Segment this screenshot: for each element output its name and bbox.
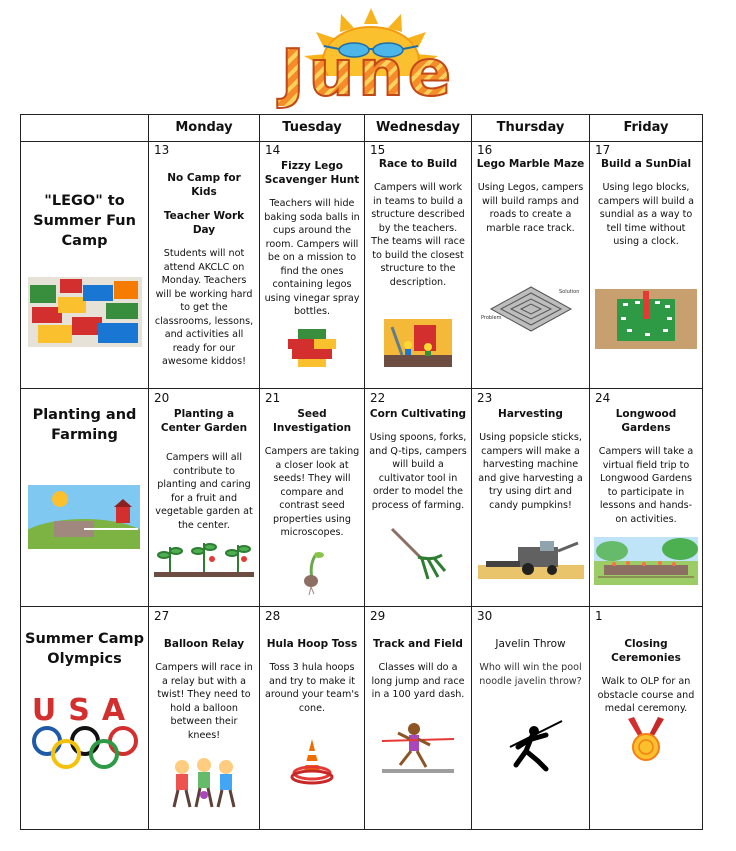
day-number: 24 — [595, 391, 611, 405]
event-description: Using popsicle sticks, campers will make a harvesting machine and give harvesting a try using dirt and candy pumpkins! — [478, 432, 583, 511]
day-number: 14 — [265, 143, 281, 157]
runner-image-wrap — [365, 719, 471, 775]
day-cell-13 — [148, 141, 259, 388]
weekday-header-thursday: Thursday — [471, 115, 589, 141]
weekday-header-monday: Monday — [148, 115, 259, 141]
combine-harvester-icon — [478, 539, 584, 579]
day-cell-21 — [259, 389, 364, 606]
day-number: 17 — [595, 143, 611, 157]
weekday-header-tuesday: Tuesday — [259, 115, 364, 141]
maze-image-wrap — [472, 279, 589, 339]
lego-stack-image-wrap — [260, 327, 364, 367]
hoop-cone-image-wrap — [260, 737, 364, 785]
day-number: 16 — [477, 143, 493, 157]
day-number: 29 — [370, 609, 386, 623]
day-number: 1 — [595, 609, 603, 623]
event-description: Using spoons, forks, and Q-tips, campers will build a cultivator tool in order to model the process of farming. — [369, 432, 467, 511]
lego-bricks-image — [28, 277, 142, 347]
event-description: Campers will take a virtual field trip to Longwood Gardens to participate in lessons and hands-on activities. — [598, 446, 694, 525]
week-theme-title: "LEGO" to Summer Fun Camp — [33, 193, 136, 249]
day-cell-23 — [471, 389, 589, 606]
event-title: Balloon Relay — [163, 638, 245, 650]
event-title: Longwood Gardens — [615, 408, 677, 434]
medal-image-wrap — [590, 717, 702, 763]
event-description: Students will not attend AKCLC on Monday. Teachers will be working hard to get the classrooms, lessons, and activities all ready for our awesome kiddos! — [154, 248, 254, 367]
cultivator-image-wrap — [365, 525, 471, 585]
day-cell-29 — [364, 607, 471, 829]
runner-finish-line-icon — [382, 719, 454, 775]
event-description: Using lego blocks, campers will build a sundial as a way to tell time without using a clock. — [598, 182, 694, 247]
olympic-rings-icon — [29, 725, 141, 769]
day-cell-30 — [471, 607, 589, 829]
week-row-3 — [21, 607, 702, 829]
event-title: Seed Investigation — [272, 408, 352, 434]
day-cell-28 — [259, 607, 364, 829]
event-title: Race to Build — [378, 158, 458, 170]
lego-build-image-wrap — [365, 319, 471, 367]
week-theme-cell — [21, 389, 148, 606]
seedlings-image-wrap — [149, 537, 259, 577]
cultivator-rake-icon — [388, 525, 448, 585]
javelin-image-wrap — [472, 717, 589, 773]
lego-stack-icon — [284, 327, 340, 367]
event-title: Closing Ceremonies — [611, 638, 681, 664]
lego-sundial-image — [595, 289, 697, 349]
sundial-image-wrap — [590, 289, 702, 349]
event-description: Campers will work in teams to build a structure described by the teachers. The teams will race to build the closest structure to the description. — [371, 182, 465, 288]
gold-medal-icon — [626, 717, 666, 763]
maze-end-label: Solution — [558, 289, 579, 295]
event-title: Corn Cultivating — [369, 408, 467, 420]
event-title: No Camp for Kids — [167, 172, 241, 198]
week-theme-cell — [21, 607, 148, 829]
event-title: Harvesting — [498, 408, 563, 420]
event-subtitle: Teacher Work Day — [163, 210, 245, 236]
garden-image — [594, 537, 698, 585]
event-title: Build a SunDial — [600, 158, 692, 170]
farm-image — [28, 485, 140, 549]
day-cell-27 — [148, 607, 259, 829]
kids-racing-image-wrap — [149, 755, 259, 811]
day-cell-15 — [364, 141, 471, 388]
day-cell-20 — [148, 389, 259, 606]
day-number: 22 — [370, 391, 386, 405]
week-theme-title: Planting and Farming — [32, 407, 137, 443]
harvester-image-wrap — [472, 539, 589, 579]
day-cell-24 — [589, 389, 702, 606]
weekday-header-wednesday: Wednesday — [364, 115, 471, 141]
event-title: Javelin Throw — [495, 638, 566, 650]
event-description: Walk to OLP for an obstacle course and medal ceremony. — [597, 676, 695, 714]
seed-image-wrap — [260, 549, 364, 595]
sprouting-seed-icon — [297, 549, 327, 595]
marble-maze-image — [481, 279, 581, 339]
week-theme-title: Summer Camp Olympics — [25, 631, 144, 667]
day-cell-22 — [364, 389, 471, 606]
day-cell-14 — [259, 141, 364, 388]
lego-figures-image — [384, 319, 452, 367]
kids-racing-icon — [166, 755, 242, 811]
day-number: 23 — [477, 391, 493, 405]
weekday-header-friday: Friday — [589, 115, 702, 141]
day-number: 20 — [154, 391, 170, 405]
javelin-thrower-icon — [496, 717, 566, 773]
maze-start-label: Problem — [480, 315, 501, 321]
event-title: Track and Field — [373, 638, 463, 650]
event-title: Lego Marble Maze — [476, 158, 585, 170]
week-row-2 — [21, 389, 702, 607]
event-description: Teachers will hide baking soda balls in cups around the room. Campers will be on a mission to find the ones containing legos using vinegar spray bottles. — [264, 198, 360, 317]
day-number: 13 — [154, 143, 170, 157]
event-description: Campers are taking a closer look at seeds! They will compare and contrast seed properties using microscopes. — [264, 446, 360, 538]
calendar-grid — [20, 114, 703, 830]
event-description: Using Legos, campers will build ramps and roads to create a marble race track. — [477, 182, 584, 234]
day-number: 27 — [154, 609, 170, 623]
day-number: 28 — [265, 609, 281, 623]
day-number: 15 — [370, 143, 386, 157]
cone-and-hoops-icon — [287, 737, 337, 785]
event-title: Fizzy Lego Scavenger Hunt — [264, 160, 360, 186]
event-description: Campers will all contribute to planting and caring for a fruit and vegetable garden at the center. — [155, 452, 253, 531]
event-description: Toss 3 hula hoops and try to make it around your team's cone. — [265, 662, 359, 714]
weekday-header-row — [21, 115, 702, 142]
week-theme-cell — [21, 141, 148, 388]
header — [0, 0, 736, 112]
day-number: 21 — [265, 391, 281, 405]
garden-image-wrap — [590, 537, 702, 585]
event-title: Hula Hoop Toss — [266, 638, 358, 650]
event-title: Planting a Center Garden — [160, 408, 248, 434]
week-row-1 — [21, 141, 702, 389]
month-title: June — [0, 42, 736, 106]
day-cell-17 — [589, 141, 702, 388]
event-description: Campers will race in a relay but with a twist! They need to hold a balloon between their knees! — [155, 662, 253, 741]
seedlings-icon — [154, 537, 254, 577]
event-description: Classes will do a long jump and race in a 100 yard dash. — [371, 662, 465, 700]
day-cell-16 — [471, 141, 589, 388]
day-cell-1 — [589, 607, 702, 829]
event-description: Who will win the pool noodle javelin throw? — [479, 662, 582, 687]
usa-label: USA — [31, 693, 138, 728]
day-number: 30 — [477, 609, 493, 623]
